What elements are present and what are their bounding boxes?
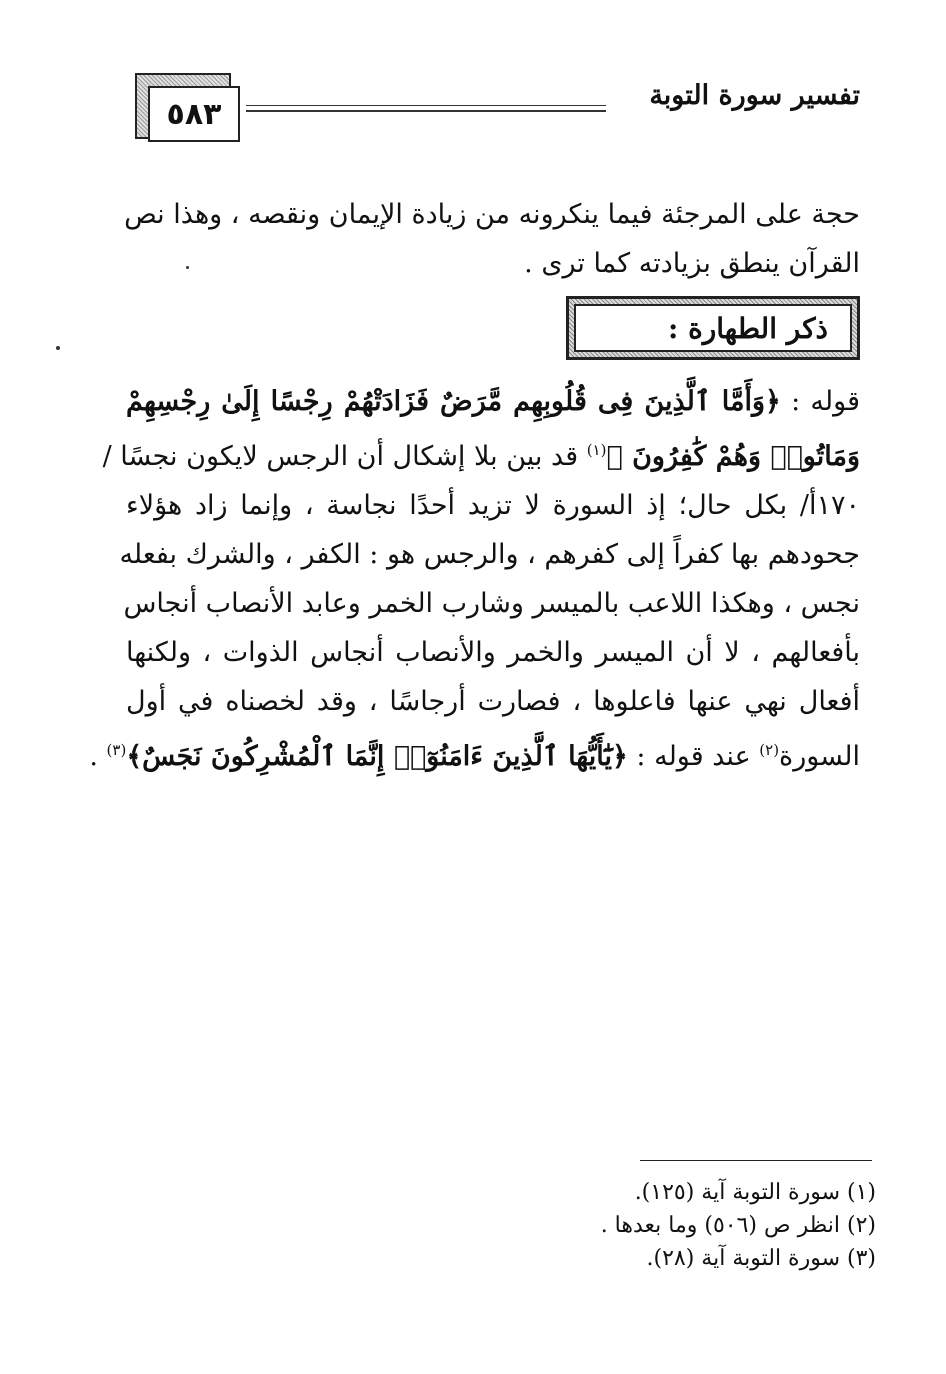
section-heading: ذكر الطهارة : — [574, 304, 852, 352]
paragraph-1-line: القرآن ينطق بزيادته كما ترى . — [524, 248, 860, 279]
paragraph-2-line: أفعال نهي عنها فاعلوها ، فصارت أرجاسًا ، وقد لخصناه في أول — [126, 686, 860, 717]
quran-verse: وَمَاتُوا۟ وَهُمْ كَٰفِرُونَ ﴾ — [606, 441, 860, 472]
running-title: تفسير سورة التوبة — [649, 80, 860, 111]
quran-verse: ﴿وَأَمَّا ٱلَّذِينَ فِى قُلُوبِهِم مَّرَضٌ فَزَادَتْهُمْ رِجْسًا إِلَىٰ رِجْسِهِمْ — [126, 386, 781, 417]
paragraph-2-line: نجس ، وهكذا اللاعب بالميسر وشارب الخمر وعابد الأنصاب أنجاس — [123, 588, 860, 619]
footnote-item: (١) سورة التوبة آية (١٢٥). — [634, 1180, 876, 1205]
paragraph-2-line: بأفعالهم ، لا أن الميسر والخمر والأنصاب أنجاس الذوات ، ولكنها — [126, 637, 860, 668]
footnotes — [476, 1176, 876, 1275]
paragraph-2-line — [102, 426, 860, 481]
paragraph-2-line: جحودهم بها كفراً إلى كفرهم ، والرجس هو : الكفر ، والشرك بفعله — [119, 539, 860, 570]
footnote-rule — [640, 1160, 872, 1161]
text-run: قوله : — [780, 386, 860, 417]
paragraph-2-line: ١٧٠أ/ بكل حال؛ إذ السورة لا تزيد أحدًا نجاسة ، وإنما زاد هؤلاء — [126, 490, 860, 521]
paragraph-2-line — [89, 726, 860, 781]
paragraph-2-line — [126, 377, 860, 426]
scan-speck — [186, 266, 189, 269]
text-run: قد بين بلا إشكال أن الرجس لايكون نجسًا / — [102, 441, 587, 472]
text-run: عند قوله : — [627, 741, 760, 772]
quran-verse: ﴿يَٰٓأَيُّهَا ٱلَّذِينَ ءَامَنُوٓا۟ إِنَّمَا ٱلْمُشْرِكُونَ نَجَسٌ﴾ — [126, 741, 628, 772]
text-run: السورة — [779, 741, 860, 772]
paragraph-1 — [126, 190, 860, 288]
footnote-ref: (٣) — [106, 741, 127, 759]
footnote-ref: (١) — [586, 441, 607, 459]
footnote-item: (٢) انظر ص (٥٠٦) وما بعدها . — [600, 1213, 876, 1238]
footnote-ref: (٢) — [759, 741, 780, 759]
paragraph-1-line: حجة على المرجئة فيما ينكرونه من زيادة الإيمان ونقصه ، وهذا نص — [124, 199, 860, 230]
header-rule — [246, 104, 606, 114]
paragraph-2 — [89, 377, 860, 781]
text-run: . — [89, 741, 107, 772]
footnote-item: (٣) سورة التوبة آية (٢٨). — [646, 1246, 876, 1271]
scan-speck — [56, 346, 60, 350]
page-number: ٥٨٣ — [148, 86, 240, 142]
